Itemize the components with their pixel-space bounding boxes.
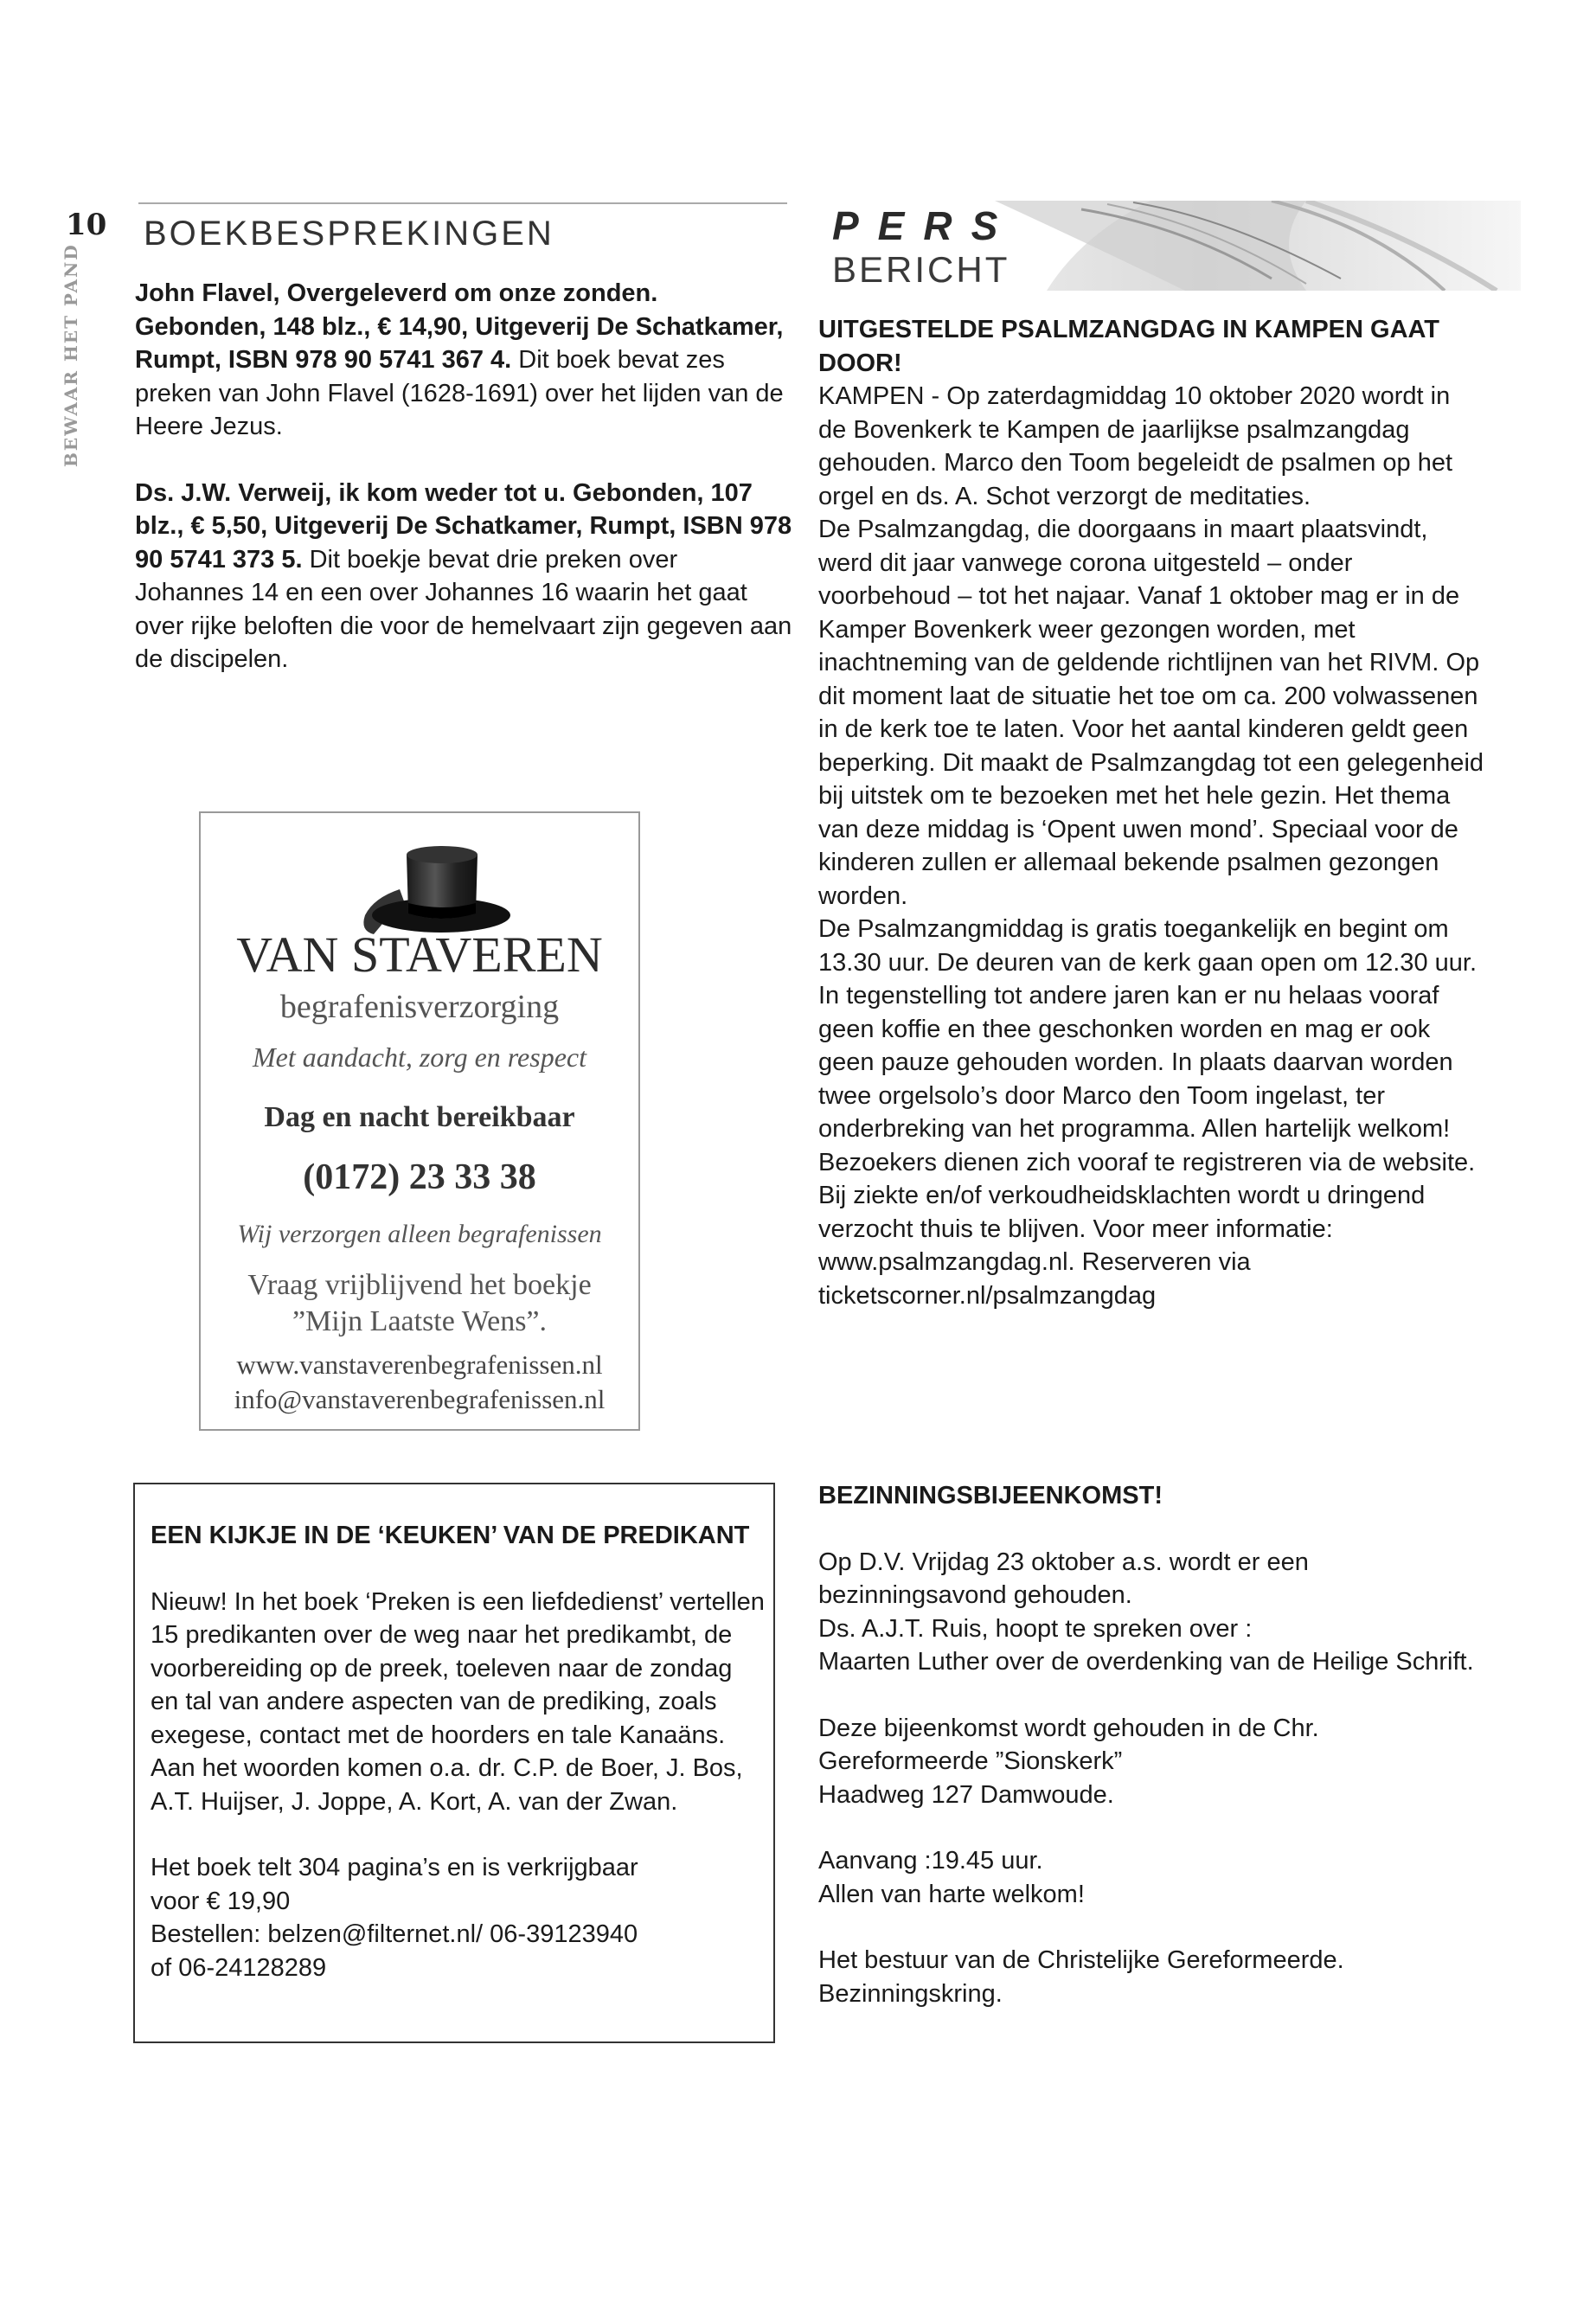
page-number: 10 <box>66 208 107 242</box>
reflection-signoff-1: Het bestuur van de Christelijke Gereformeerde. <box>818 1946 1344 1974</box>
review-1 <box>135 277 792 444</box>
reflection-welcome: Allen van harte welkom! <box>818 1880 1085 1908</box>
ad-claim: Wij verzorgen alleen begrafenissen <box>237 1220 602 1248</box>
release-word: BERICHT <box>832 249 1010 290</box>
section-heading: BOEKBESPREKINGEN <box>144 215 554 253</box>
ad-request-line-2: ”Mijn Laatste Wens”. <box>292 1305 548 1337</box>
kitchen-body: Nieuw! In het boek ‘Preken is een liefdedienst’ vertellen 15 predikanten over de weg naar het predikambt, de voorbereiding op de preek, toeleven naar de zondag en tal van andere aspecten van de prediking, zoals exegese, contact met de hoorders en tale Kanaäns. Aan het woorden komen o.a. dr. C.P. de Boer, J. Bos, A.T. Huijser, J. Joppe, A. Kort, A. van der Zwan. <box>151 1587 765 1816</box>
review-1-text: Dit boek bevat zes preken van John Flavel (1628-1691) over het lijden van de Heere Jezus. <box>135 346 784 440</box>
ad-request-line-1: Vraag vrijblijvend het boekje <box>247 1269 592 1301</box>
funeral-advertisement <box>199 811 640 1431</box>
ad-email: info@vanstaverenbegrafenissen.nl <box>234 1384 606 1414</box>
reflection-headline: BEZINNINGSBIJEENKOMST! <box>818 1482 1163 1509</box>
ad-website: www.vanstaverenbegrafenissen.nl <box>236 1349 603 1380</box>
reflection-time: Aanvang :19.45 uur. <box>818 1847 1043 1875</box>
ad-request <box>201 1267 638 1340</box>
ad-tagline: Met aandacht, zorg en respect <box>253 1042 586 1073</box>
side-label: BEWAAR HET PAND <box>61 243 81 467</box>
press-release <box>818 313 1484 1312</box>
kitchen-phone: of 06-24128289 <box>151 1953 327 1982</box>
press-paragraph-2: De Psalmzangdag, die doorgaans in maart plaatsvindt, werd dit jaar vanwege corona uitgesteld – onder voorbehoud – tot het najaar. Vanaf 1 oktober mag er in de Kamper Bovenkerk weer gezongen worden, met inachtneming van de geldende richtlijnen van het RIVM. Op dit moment laat de situatie het toe om ca. 200 volwassenen in de kerk toe te laten. Voor het aantal kinderen geldt geen beperking. Dit maakt de Psalmzangdag tot een gelegenheid bij uitstek om te bezoeken met het hele gezin. Het thema van deze middag is ‘Opent uwen mond’. Speciaal voor de kinderen zullen er allemaal bekende psalmen gezongen worden. <box>818 516 1484 910</box>
review-2 <box>135 477 792 676</box>
kitchen-title: EEN KIJKJE IN DE ‘KEUKEN’ VAN DE PREDIKANT <box>151 1522 750 1549</box>
ad-subtitle: begrafenisverzorging <box>279 989 560 1025</box>
kitchen-text <box>151 1519 765 1984</box>
section-rule <box>138 202 787 204</box>
review-2-title: Ds. J.W. Verweij, ik kom weder tot u. Gebonden, 107 blz., € 5,50, Uitgeverij De Schatkamer, Rumpt, ISBN 978 90 5741 373 5. <box>135 478 792 574</box>
press-word: PERS <box>832 203 1017 248</box>
ad-availability: Dag en nacht bereikbaar <box>264 1101 575 1133</box>
book-reviews <box>135 277 792 676</box>
reflection-signoff-2: Bezinningskring. <box>818 1979 1003 2008</box>
kitchen-box <box>133 1483 775 2043</box>
press-headline: UITGESTELDE PSALMZANGDAG IN KAMPEN GAAT DOOR! <box>818 316 1440 377</box>
reflection-line-3: Maarten Luther over de overdenking van de Heilige Schrift. <box>818 1648 1474 1676</box>
kitchen-order: Bestellen: belzen@filternet.nl/ 06-39123940 <box>151 1920 638 1948</box>
kitchen-price: voor € 19,90 <box>151 1887 291 1915</box>
ad-company-name: VAN STAVEREN <box>236 926 603 983</box>
reflection-location-2: Haadweg 127 Damwoude. <box>818 1780 1114 1809</box>
ad-phone: (0172) 23 33 38 <box>303 1157 536 1197</box>
press-banner <box>822 201 1521 291</box>
press-paragraph-3: De Psalmzangmiddag is gratis toegankelijk en begint om 13.30 uur. De deuren van de kerk gaan open om 12.30 uur. In tegenstelling tot andere jaren kan er nu helaas vooraf geen koffie en thee geschonken worden en mag er ook geen pauze gehouden worden. In plaats daarvan worden twee orgelsolo’s door Marco den Toom ingelast, ter onderbreking van het programma. Allen hartelijk welkom! Bezoekers dienen zich vooraf te registreren via de website. Bij ziekte en/of verkoudheidsklachten wordt u dringend verzocht thuis te blijven. Voor meer informatie: www.psalmzangdag.nl. Reserveren via ticketscorner.nl/psalmzangdag <box>818 915 1477 1310</box>
reflection-meeting <box>818 1479 1484 2010</box>
review-1-title: John Flavel, Overgeleverd om onze zonden. Gebonden, 148 blz., € 14,90, Uitgeverij De Schatkamer, Rumpt, ISBN 978 90 5741 367 4. <box>135 279 784 374</box>
kitchen-availability: Het boek telt 304 pagina’s en is verkrijgbaar <box>151 1854 638 1881</box>
reflection-line-2: Ds. A.J.T. Ruis, hoopt te spreken over : <box>818 1614 1253 1643</box>
reflection-line-1: Op D.V. Vrijdag 23 oktober a.s. wordt er een bezinningsavond gehouden. <box>818 1548 1309 1609</box>
reflection-location-1: Deze bijeenkomst wordt gehouden in de Chr. Gereformeerde ”Sionskerk” <box>818 1714 1319 1775</box>
press-paragraph-1: KAMPEN - Op zaterdagmiddag 10 oktober 2020 wordt in de Bovenkerk te Kampen de jaarlijkse psalmzangdag gehouden. Marco den Toom begeleidt de psalmen op het orgel en ds. A. Schot verzorgt de meditaties. <box>818 382 1453 510</box>
review-2-text: Dit boekje bevat drie preken over Johannes 14 en een over Johannes 16 waarin het gaat over rijke beloften die voor de hemelvaart zijn gegeven aan de discipelen. <box>135 545 792 673</box>
